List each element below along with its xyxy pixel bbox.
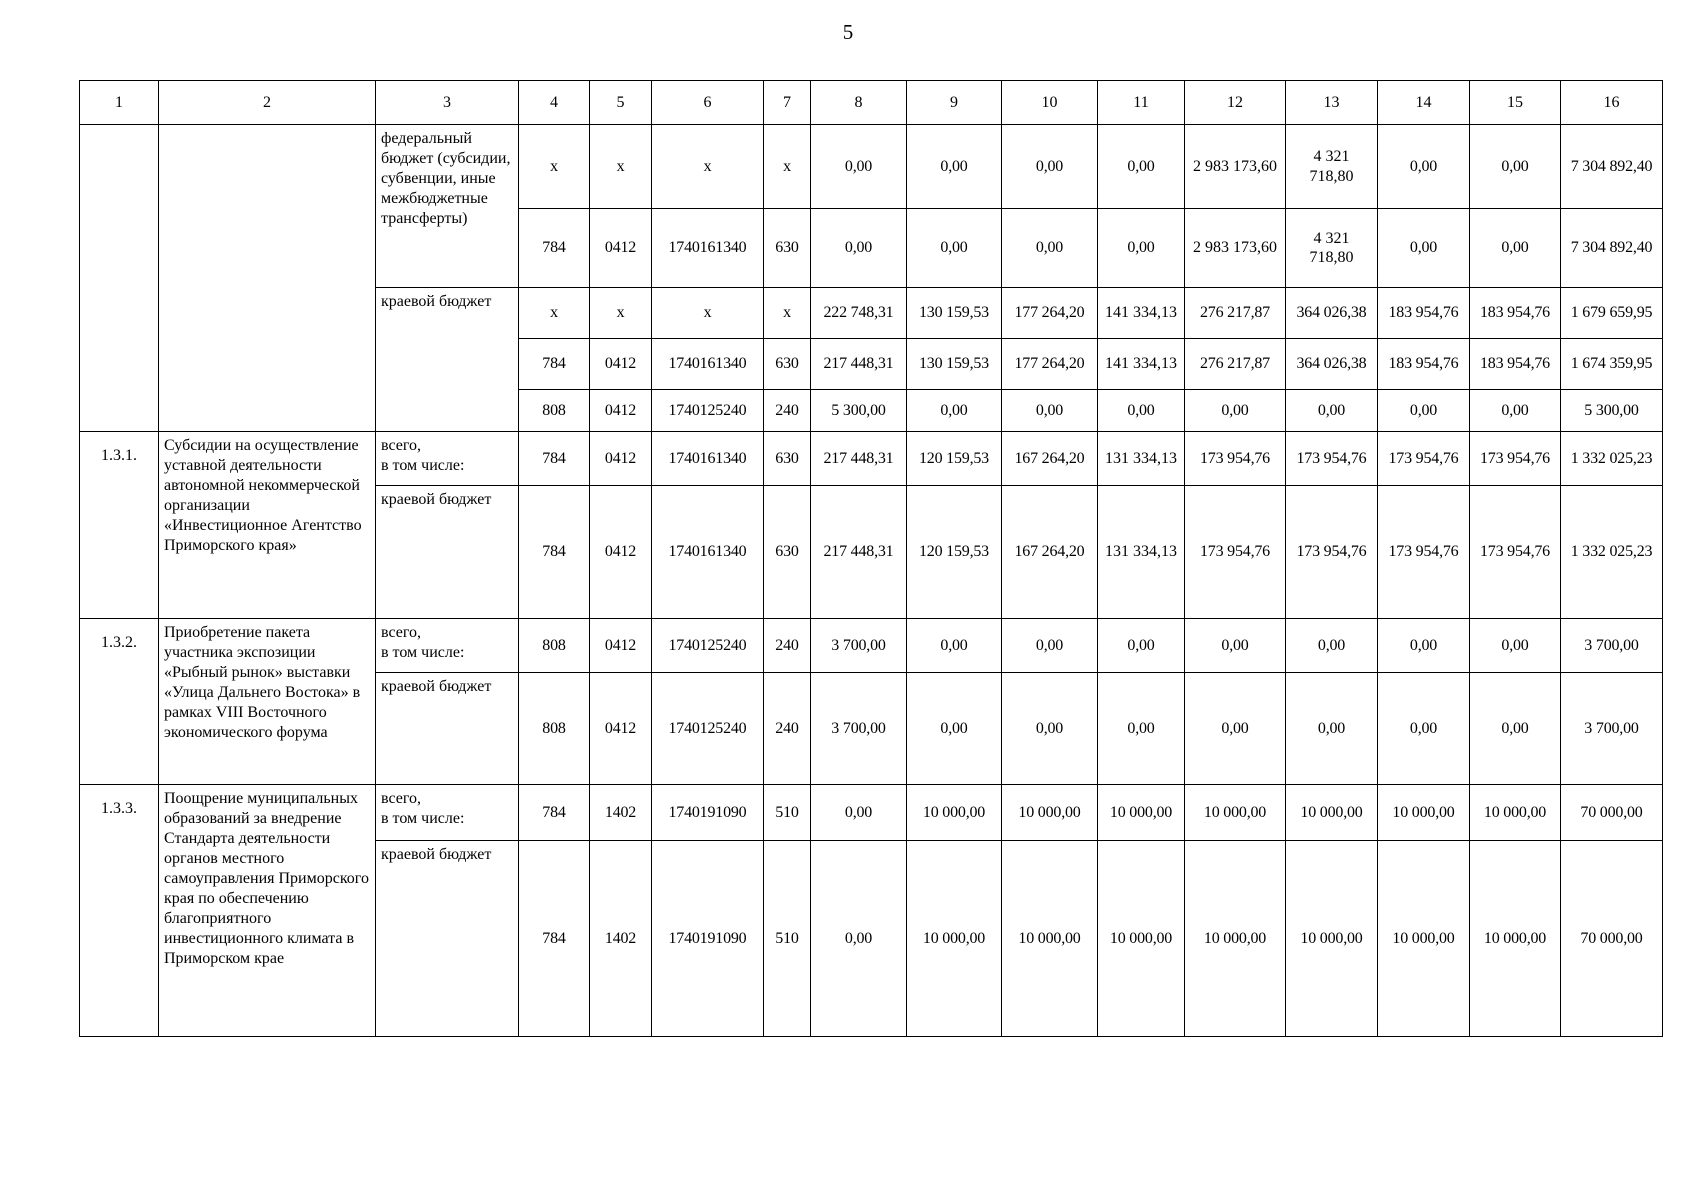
table-cell: 630 — [764, 209, 811, 288]
table-cell: 0,00 — [1378, 619, 1470, 673]
table-cell: 0,00 — [811, 125, 907, 209]
table-cell: 784 — [519, 785, 590, 841]
table-cell: 0,00 — [1002, 125, 1098, 209]
funding-source-label: федеральный бюджет (субсидии, субвенции, иные межбюджетные трансферты) — [376, 125, 519, 288]
funding-source-label: всего, в том числе: — [376, 785, 519, 841]
table-cell: 0,00 — [907, 673, 1002, 785]
table-cell: 70 000,00 — [1561, 841, 1663, 1037]
table-cell: 0,00 — [811, 785, 907, 841]
table-cell: 240 — [764, 673, 811, 785]
table-cell: 0,00 — [1098, 209, 1185, 288]
table-cell: 276 217,87 — [1185, 339, 1286, 390]
header-cell: 4 — [519, 81, 590, 125]
table-cell: 0412 — [590, 339, 652, 390]
table-cell: 0,00 — [1470, 673, 1561, 785]
header-cell: 3 — [376, 81, 519, 125]
table-cell: 510 — [764, 785, 811, 841]
table-cell: 0412 — [590, 390, 652, 432]
table-cell: 1740125240 — [652, 619, 764, 673]
header-cell: 2 — [159, 81, 376, 125]
table-cell: 3 700,00 — [1561, 673, 1663, 785]
table-cell: 808 — [519, 619, 590, 673]
header-cell: 9 — [907, 81, 1002, 125]
table-cell: 130 159,53 — [907, 339, 1002, 390]
table-cell: 510 — [764, 841, 811, 1037]
table-cell: 141 334,13 — [1098, 339, 1185, 390]
table-cell: 3 700,00 — [811, 673, 907, 785]
table-cell: 1740161340 — [652, 486, 764, 619]
table-cell: 70 000,00 — [1561, 785, 1663, 841]
table-cell: 0,00 — [1098, 390, 1185, 432]
table-cell: 784 — [519, 339, 590, 390]
header-cell: 6 — [652, 81, 764, 125]
table-cell: x — [764, 125, 811, 209]
table-cell: 183 954,76 — [1470, 339, 1561, 390]
table-cell: 808 — [519, 390, 590, 432]
item-number: 1.3.3. — [80, 785, 159, 1037]
table-cell: 130 159,53 — [907, 288, 1002, 339]
table-cell: 173 954,76 — [1470, 486, 1561, 619]
table-cell: 0,00 — [907, 390, 1002, 432]
table-cell: 7 304 892,40 — [1561, 125, 1663, 209]
table-cell: 1740125240 — [652, 673, 764, 785]
table-cell: x — [764, 288, 811, 339]
header-cell: 13 — [1286, 81, 1378, 125]
item-name: Поощрение муниципальных образований за внедрение Стандарта деятельности органов местного самоуправления Приморского края по обеспечению благоприятного инвестиционного климата в Приморском крае — [159, 785, 376, 1037]
table-cell: 10 000,00 — [1470, 841, 1561, 1037]
table-cell: x — [590, 125, 652, 209]
table-cell: 0,00 — [1002, 209, 1098, 288]
table-cell: 217 448,31 — [811, 486, 907, 619]
table-cell: 1402 — [590, 841, 652, 1037]
table-cell: 784 — [519, 841, 590, 1037]
table-cell: 217 448,31 — [811, 432, 907, 486]
table-cell: x — [590, 288, 652, 339]
table-cell: 1 679 659,95 — [1561, 288, 1663, 339]
table-cell: 173 954,76 — [1185, 486, 1286, 619]
table-cell: 3 700,00 — [811, 619, 907, 673]
table-cell: 364 026,38 — [1286, 339, 1378, 390]
table-cell: 0,00 — [811, 209, 907, 288]
table-cell: 240 — [764, 619, 811, 673]
table-cell: 4 321 718,80 — [1286, 125, 1378, 209]
table-cell: 10 000,00 — [1002, 841, 1098, 1037]
table-cell: 1402 — [590, 785, 652, 841]
header-cell: 16 — [1561, 81, 1663, 125]
item-name: Приобретение пакета участника экспозиции «Рыбный рынок» выставки «Улица Дальнего Востока» в рамках VIII Восточного экономического форума — [159, 619, 376, 785]
table-cell: 0,00 — [907, 619, 1002, 673]
table-cell: 0,00 — [1470, 125, 1561, 209]
table-cell: 183 954,76 — [1470, 288, 1561, 339]
table-cell: 808 — [519, 673, 590, 785]
table-cell: 177 264,20 — [1002, 288, 1098, 339]
table-cell: 10 000,00 — [1286, 785, 1378, 841]
funding-source-label: краевой бюджет — [376, 673, 519, 785]
table-cell: 784 — [519, 486, 590, 619]
table-cell: 120 159,53 — [907, 432, 1002, 486]
table-cell: 0,00 — [1098, 619, 1185, 673]
table-cell: 131 334,13 — [1098, 432, 1185, 486]
header-cell: 8 — [811, 81, 907, 125]
table-cell: 0,00 — [1185, 619, 1286, 673]
table-cell: 173 954,76 — [1470, 432, 1561, 486]
table-row — [80, 785, 1663, 841]
item-number-cell — [80, 125, 159, 432]
table-cell: 276 217,87 — [1185, 288, 1286, 339]
table-cell: 0,00 — [1002, 619, 1098, 673]
table-cell: 0412 — [590, 432, 652, 486]
table-cell: x — [652, 288, 764, 339]
funding-source-label: краевой бюджет — [376, 841, 519, 1037]
table-cell: 10 000,00 — [1185, 785, 1286, 841]
table-cell: 10 000,00 — [1098, 841, 1185, 1037]
table-cell: 0,00 — [1098, 673, 1185, 785]
table-cell: 1 674 359,95 — [1561, 339, 1663, 390]
table-cell: 630 — [764, 486, 811, 619]
table-row — [80, 619, 1663, 673]
header-cell: 15 — [1470, 81, 1561, 125]
table-cell: 10 000,00 — [1378, 785, 1470, 841]
header-cell: 10 — [1002, 81, 1098, 125]
table-cell: 10 000,00 — [1286, 841, 1378, 1037]
table-cell: 183 954,76 — [1378, 288, 1470, 339]
table-cell: 0,00 — [907, 125, 1002, 209]
table-cell: 240 — [764, 390, 811, 432]
table-cell: 3 700,00 — [1561, 619, 1663, 673]
header-cell: 5 — [590, 81, 652, 125]
table-cell: 1740161340 — [652, 432, 764, 486]
table-cell: 630 — [764, 432, 811, 486]
header-cell: 7 — [764, 81, 811, 125]
table-cell: 2 983 173,60 — [1185, 125, 1286, 209]
table-cell: 0,00 — [1185, 673, 1286, 785]
header-cell: 11 — [1098, 81, 1185, 125]
table-cell: 0412 — [590, 209, 652, 288]
table-cell: 1740191090 — [652, 841, 764, 1037]
table-cell: 0,00 — [1286, 673, 1378, 785]
table-cell: 177 264,20 — [1002, 339, 1098, 390]
table-cell: 7 304 892,40 — [1561, 209, 1663, 288]
funding-source-label: всего, в том числе: — [376, 432, 519, 486]
table-cell: 1 332 025,23 — [1561, 486, 1663, 619]
table-cell: 10 000,00 — [1185, 841, 1286, 1037]
table-cell: 364 026,38 — [1286, 288, 1378, 339]
table-cell: 10 000,00 — [1098, 785, 1185, 841]
table-cell: 5 300,00 — [1561, 390, 1663, 432]
table-cell: 1740161340 — [652, 209, 764, 288]
table-cell: 10 000,00 — [1470, 785, 1561, 841]
header-row — [80, 81, 1663, 125]
funding-source-label: всего, в том числе: — [376, 619, 519, 673]
table-cell: 0,00 — [1378, 390, 1470, 432]
table-cell: 0,00 — [1378, 673, 1470, 785]
table-cell: 0,00 — [1378, 125, 1470, 209]
table-cell: 0,00 — [811, 841, 907, 1037]
table-cell: 1740125240 — [652, 390, 764, 432]
budget-table — [79, 80, 1663, 1037]
table-cell: 784 — [519, 432, 590, 486]
table-cell: 173 954,76 — [1185, 432, 1286, 486]
table-cell: 1740191090 — [652, 785, 764, 841]
table-cell: 0,00 — [1286, 390, 1378, 432]
header-cell: 12 — [1185, 81, 1286, 125]
header-cell: 14 — [1378, 81, 1470, 125]
table-cell: 0,00 — [1185, 390, 1286, 432]
table-cell: 120 159,53 — [907, 486, 1002, 619]
table-cell: x — [519, 288, 590, 339]
table-cell: 173 954,76 — [1378, 432, 1470, 486]
item-number: 1.3.2. — [80, 619, 159, 785]
table-cell: 173 954,76 — [1378, 486, 1470, 619]
funding-source-label: краевой бюджет — [376, 288, 519, 432]
table-cell: 2 983 173,60 — [1185, 209, 1286, 288]
table-cell: 0412 — [590, 673, 652, 785]
table-cell: 0,00 — [1470, 619, 1561, 673]
table-cell: 0,00 — [1002, 390, 1098, 432]
table-cell: 0,00 — [1470, 390, 1561, 432]
table-cell: x — [519, 125, 590, 209]
table-cell: 5 300,00 — [811, 390, 907, 432]
table-cell: 1740161340 — [652, 339, 764, 390]
table-cell: x — [652, 125, 764, 209]
header-cell: 1 — [80, 81, 159, 125]
table-cell: 1 332 025,23 — [1561, 432, 1663, 486]
table-cell: 0412 — [590, 619, 652, 673]
page-number: 5 — [842, 20, 854, 44]
table-cell: 167 264,20 — [1002, 432, 1098, 486]
table-cell: 167 264,20 — [1002, 486, 1098, 619]
table-cell: 4 321 718,80 — [1286, 209, 1378, 288]
table-cell: 10 000,00 — [1002, 785, 1098, 841]
table-cell: 0,00 — [1098, 125, 1185, 209]
table-cell: 0412 — [590, 486, 652, 619]
table-cell: 173 954,76 — [1286, 432, 1378, 486]
table-cell: 10 000,00 — [907, 785, 1002, 841]
table-cell: 222 748,31 — [811, 288, 907, 339]
table-cell: 0,00 — [1286, 619, 1378, 673]
table-cell: 0,00 — [907, 209, 1002, 288]
table-cell: 173 954,76 — [1286, 486, 1378, 619]
table-row — [80, 125, 1663, 209]
table-cell: 0,00 — [1378, 209, 1470, 288]
funding-source-label: краевой бюджет — [376, 486, 519, 619]
item-name: Субсидии на осуществление уставной деятельности автономной некоммерческой организации «Инвестиционное Агентство Приморского края» — [159, 432, 376, 619]
table-cell: 10 000,00 — [907, 841, 1002, 1037]
table-cell: 0,00 — [1002, 673, 1098, 785]
item-name-cell — [159, 125, 376, 432]
table-cell: 630 — [764, 339, 811, 390]
table-cell: 0,00 — [1470, 209, 1561, 288]
table-cell: 784 — [519, 209, 590, 288]
table-cell: 131 334,13 — [1098, 486, 1185, 619]
item-number: 1.3.1. — [80, 432, 159, 619]
table-cell: 183 954,76 — [1378, 339, 1470, 390]
table-cell: 141 334,13 — [1098, 288, 1185, 339]
table-cell: 10 000,00 — [1378, 841, 1470, 1037]
table-row — [80, 432, 1663, 486]
table-cell: 217 448,31 — [811, 339, 907, 390]
